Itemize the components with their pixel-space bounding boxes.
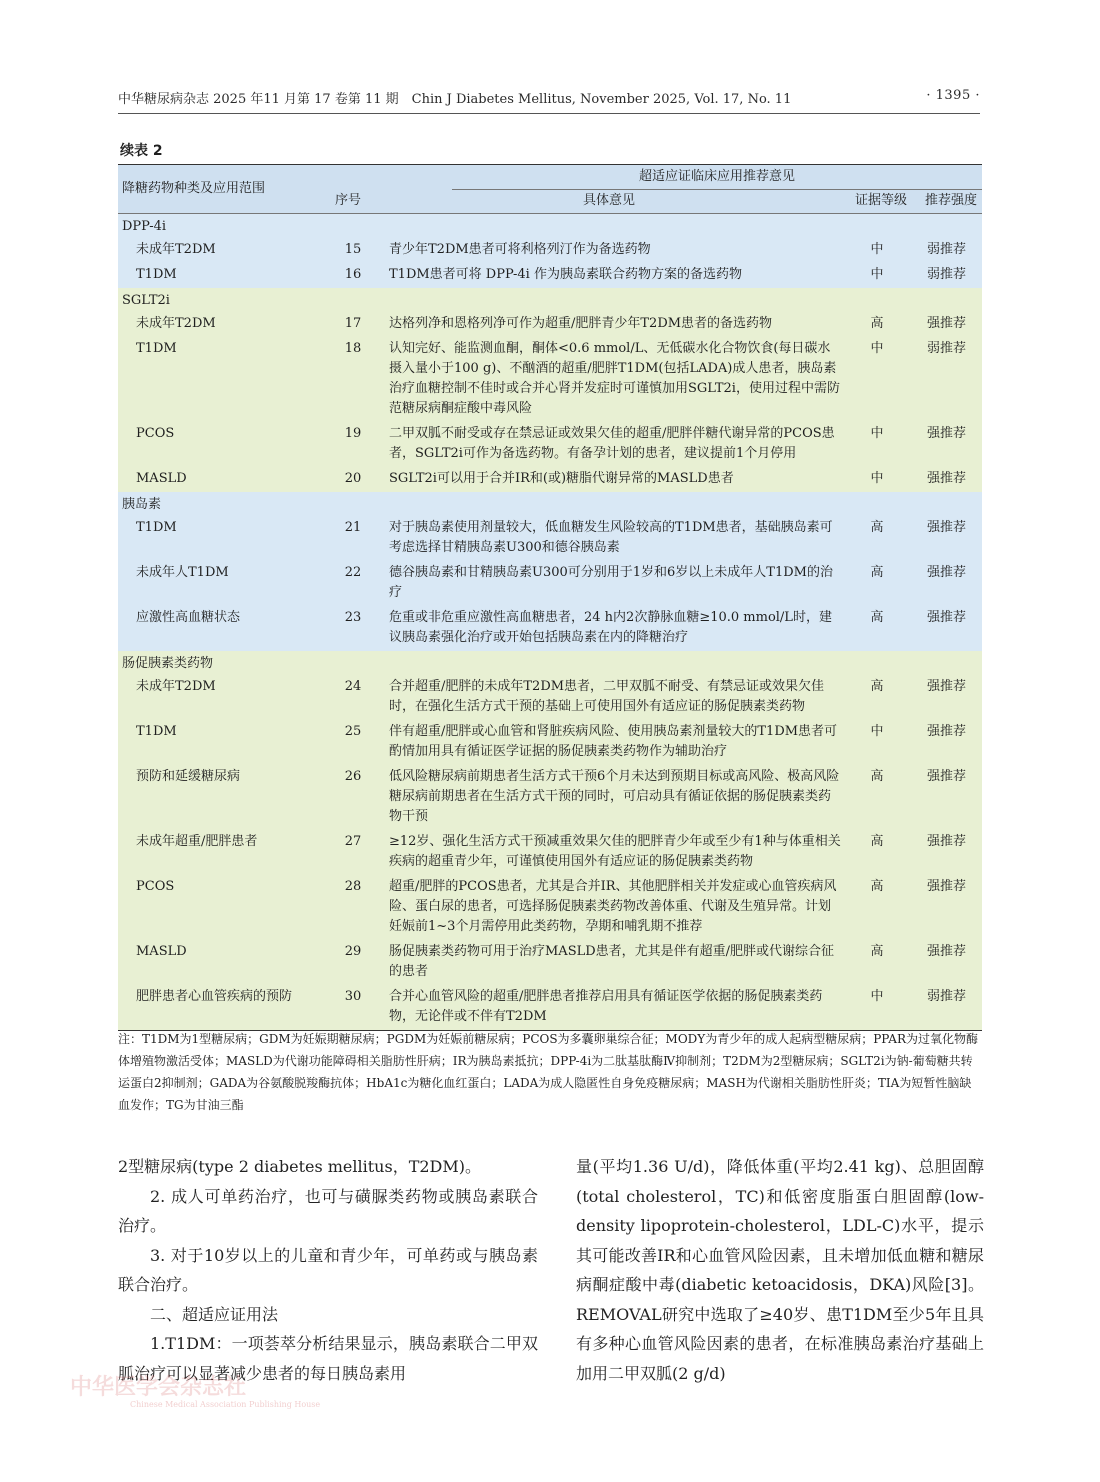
recommendation-strength: 强推荐 [926,426,966,441]
recommendation-strength: 强推荐 [926,769,966,784]
row-number: 30 [344,989,362,1004]
table-caption: 续表 2 [120,143,163,159]
recommendation-strength: 强推荐 [926,834,966,849]
row-number: 21 [344,520,362,535]
row-number: 15 [344,242,362,257]
application-scope: 未成年T2DM [136,679,216,694]
publisher-logo: 中华医学会杂志社 [70,1374,247,1400]
recommendation-text: T1DM患者可将 DPP-4i 作为胰岛素联合药物方案的备选药物 [389,267,742,282]
header-group: 超适应证临床应用推荐意见 [452,167,982,190]
recommendation-strength: 强推荐 [926,520,966,535]
application-scope: 未成年T2DM [136,242,216,257]
row-number: 18 [344,341,362,356]
evidence-level: 中 [870,989,884,1004]
evidence-level: 中 [870,341,884,356]
table-note: 注：T1DM为1型糖尿病；GDM为妊娠期糖尿病；PGDM为妊娠前糖尿病；PCOS为多囊卵巢综合征；MODY为青少年的成人起病型糖尿病；PPAR为过氧化物酶体增殖物激活受体；MASLD为代谢功能障碍相关脂肪性肝病；IR为胰岛素抵抗；DPP-4i为二肽基肽酶Ⅳ抑制剂；T2DM为2型糖尿病；SGLT2i为钠-葡萄糖共转运蛋白2抑制剂；GADA为谷氨酸脱羧酶抗体；HbA1c为糖化血红蛋白；LADA为成人隐匿性自身免疫糖尿病；MASH为代谢相关脂肪性肝炎；TIA为短暂性脑缺血发作；TG为甘油三酯 [118,1032,978,1112]
recommendation-strength: 强推荐 [926,679,966,694]
table-row [118,467,982,492]
table-header [118,165,982,214]
table-row [118,561,982,606]
header-number: 序号 [334,193,361,208]
table-row [118,875,982,940]
evidence-level: 中 [870,242,884,257]
table-row [118,940,982,985]
recommendation-strength: 强推荐 [926,724,966,739]
body-paragraph: 量(平均1.36 U/d)，降低体重(平均2.41 kg)、总胆固醇(total cholesterol，TC)和低密度脂蛋白胆固醇(low-density lipoprotein-cholesterol，LDL-C)水平，提示其可能改善IR和心血管风险因素，且未增加低血糖和糖尿病酮症酸中毒(diabetic ketoacidosis，DKA)风险[3]。REMOVAL研究中选取了≥40岁、患T1DM至少5年且具有多种心血管风险因素的患者，在标准胰岛素治疗基础上加用二甲双胍(2 g/d) [576,1157,984,1383]
body-paragraph: 2. 成人可单药治疗，也可与磺脲类药物或胰岛素联合治疗。 [118,1186,538,1235]
recommendation-text: ≥12岁、强化生活方式干预减重效果欠佳的肥胖青少年或至少有1种与体重相关疾病的超重青少年，可谨慎使用国外有适应证的肠促胰素类药物 [389,834,841,869]
evidence-level: 高 [870,944,884,959]
evidence-level: 高 [870,879,884,894]
application-scope: 未成年人T1DM [136,565,229,580]
evidence-level: 高 [870,316,884,331]
recommendation-text: 二甲双胍不耐受或存在禁忌证或效果欠佳的超重/肥胖伴糖代谢异常的PCOS患者，SGLT2i可作为备选药物。有备孕计划的患者，建议提前1个月停用 [389,426,835,461]
application-scope: T1DM [136,520,177,535]
application-scope: T1DM [136,341,177,356]
body-paragraph: 1.T1DM：一项荟萃分析结果显示，胰岛素联合二甲双胍治疗可以显著减少患者的每日胰岛素用 [118,1334,538,1383]
application-scope: MASLD [136,471,187,486]
recommendation-text: 危重或非危重应激性高血糖患者，24 h内2次静脉血糖≥10.0 mmol/L时，建议胰岛素强化治疗或开始包括胰岛素在内的降糖治疗 [389,610,832,645]
table-row [118,606,982,651]
row-number: 22 [344,565,362,580]
recommendation-text: 合并心血管风险的超重/肥胖患者推荐启用具有循证医学依据的肠促胰素类药物，无论伴或不伴有T2DM [389,989,823,1024]
evidence-level: 高 [870,769,884,784]
table-body [118,214,982,1030]
recommendation-strength: 弱推荐 [926,989,966,1004]
recommendation-text: 认知完好、能监测血酮，酮体<0.6 mmol/L、无低碳水化合物饮食(每日碳水摄入量小于100 g)、不酗酒的超重/肥胖T1DM(包括LADA)成人患者，胰岛素治疗血糖控制不佳时或合并心肾并发症时可谨慎加用SGLT2i，使用过程中需防范糖尿病酮症酸中毒风险 [389,341,840,416]
recommendation-strength: 强推荐 [926,471,966,486]
application-scope: 未成年T2DM [136,316,216,331]
recommendation-strength: 强推荐 [926,316,966,331]
recommendation-text: 达格列净和恩格列净可作为超重/肥胖青少年T2DM患者的备选药物 [389,316,773,331]
running-header [118,88,980,114]
recommendation-text: 低风险糖尿病前期患者生活方式干预6个月未达到预期目标或高风险、极高风险糖尿病前期患者在生活方式干预的同时，可启动具有循证依据的肠促胰素类药物干预 [389,769,840,824]
header-opinion: 具体意见 [582,193,635,208]
recommendation-strength: 强推荐 [926,944,966,959]
row-number: 19 [344,426,362,441]
application-scope: PCOS [136,426,175,441]
table-row [118,830,982,875]
drug-group-title: DPP-4i [122,219,167,234]
body-column-right [576,1152,984,1388]
application-scope: T1DM [136,724,177,739]
application-scope: 未成年超重/肥胖患者 [136,834,258,849]
body-column-left [118,1152,538,1388]
recommendation-strength: 弱推荐 [926,267,966,282]
row-number: 20 [344,471,362,486]
drug-group [118,214,982,288]
recommendation-strength: 强推荐 [926,565,966,580]
header-evidence-level: 证据等级 [854,193,907,208]
recommendation-strength: 弱推荐 [926,341,966,356]
row-number: 28 [344,879,362,894]
drug-group-title: SGLT2i [122,293,170,308]
recommendation-text: SGLT2i可以用于合并IR和(或)糖脂代谢异常的MASLD患者 [389,471,734,486]
drug-group-title: 胰岛素 [122,497,162,512]
journal-running-head: 中华糖尿病杂志 2025 年11 月第 17 卷第 11 期 Chin J Diabetes Mellitus, November 2025, Vol. 17, No. 11 [118,92,792,107]
table-row [118,516,982,561]
header-strength: 推荐强度 [924,193,977,208]
recommendation-text: 超重/肥胖的PCOS患者，尤其是合并IR、其他肥胖相关并发症或心血管疾病风险、蛋白尿的患者，可选择肠促胰素类药物改善体重、代谢及生殖异常。计划妊娠前1~3个月需停用此类药物，孕期和哺乳期不推荐 [389,879,837,934]
recommendation-text: 德谷胰岛素和甘精胰岛素U300可分别用于1岁和6岁以上未成年人T1DM的治疗 [389,565,833,600]
table-row [118,312,982,337]
table-row [118,985,982,1030]
recommendation-strength: 弱推荐 [926,242,966,257]
evidence-level: 中 [870,724,884,739]
drug-group [118,288,982,492]
recommendation-text: 合并超重/肥胖的未成年T2DM患者，二甲双胍不耐受、有禁忌证或效果欠佳时，在强化生活方式干预的基础上可使用国外有适应证的肠促胰素类药物 [389,679,825,714]
recommendation-text: 伴有超重/肥胖或心血管和肾脏疾病风险、使用胰岛素剂量较大的T1DM患者可酌情加用具有循证医学证据的肠促胰素类药物作为辅助治疗 [389,724,838,759]
row-number: 25 [344,724,362,739]
table-row [118,720,982,765]
table-row [118,422,982,467]
evidence-level: 高 [870,610,884,625]
table-row [118,263,982,288]
recommendation-strength: 强推荐 [926,879,966,894]
evidence-level: 中 [870,267,884,282]
application-scope: 肥胖患者心血管疾病的预防 [136,989,293,1004]
drug-group-title: 肠促胰素类药物 [122,656,214,671]
recommendation-text: 对于胰岛素使用剂量较大，低血糖发生风险较高的T1DM患者，基础胰岛素可考虑选择甘精胰岛素U300和德谷胰岛素 [389,520,833,555]
recommendation-text: 肠促胰素类药物可用于治疗MASLD患者，尤其是伴有超重/肥胖或代谢综合征的患者 [389,944,835,979]
page-number: · 1395 · [926,88,980,103]
body-paragraph: 二、超适应证用法 [150,1304,279,1324]
row-number: 17 [344,316,362,331]
evidence-level: 高 [870,679,884,694]
publisher-logo-en: Chinese Medical Association Publishing House [130,1400,321,1409]
application-scope: MASLD [136,944,187,959]
evidence-level: 高 [870,565,884,580]
row-number: 27 [344,834,362,849]
body-paragraph: 3. 对于10岁以上的儿童和青少年，可单药或与胰岛素联合治疗。 [118,1245,538,1294]
evidence-level: 高 [870,520,884,535]
evidence-level: 中 [870,426,884,441]
header-category: 降糖药物种类及应用范围 [122,181,266,196]
row-number: 23 [344,610,362,625]
table-row [118,765,982,830]
application-scope: PCOS [136,879,175,894]
row-number: 16 [344,267,362,282]
body-paragraph: 2型糖尿病(type 2 diabetes mellitus，T2DM)。 [118,1157,482,1176]
recommendation-table [118,164,982,1031]
drug-group [118,492,982,651]
table-row [118,238,982,263]
evidence-level: 中 [870,471,884,486]
table-row [118,675,982,720]
evidence-level: 高 [870,834,884,849]
application-scope: 预防和延缓糖尿病 [136,769,241,784]
recommendation-strength: 强推荐 [926,610,966,625]
row-number: 26 [344,769,362,784]
recommendation-text: 青少年T2DM患者可将利格列汀作为备选药物 [389,242,651,257]
row-number: 24 [344,679,362,694]
application-scope: T1DM [136,267,177,282]
drug-group [118,651,982,1030]
application-scope: 应激性高血糖状态 [136,610,241,625]
row-number: 29 [344,944,362,959]
table-row [118,337,982,422]
